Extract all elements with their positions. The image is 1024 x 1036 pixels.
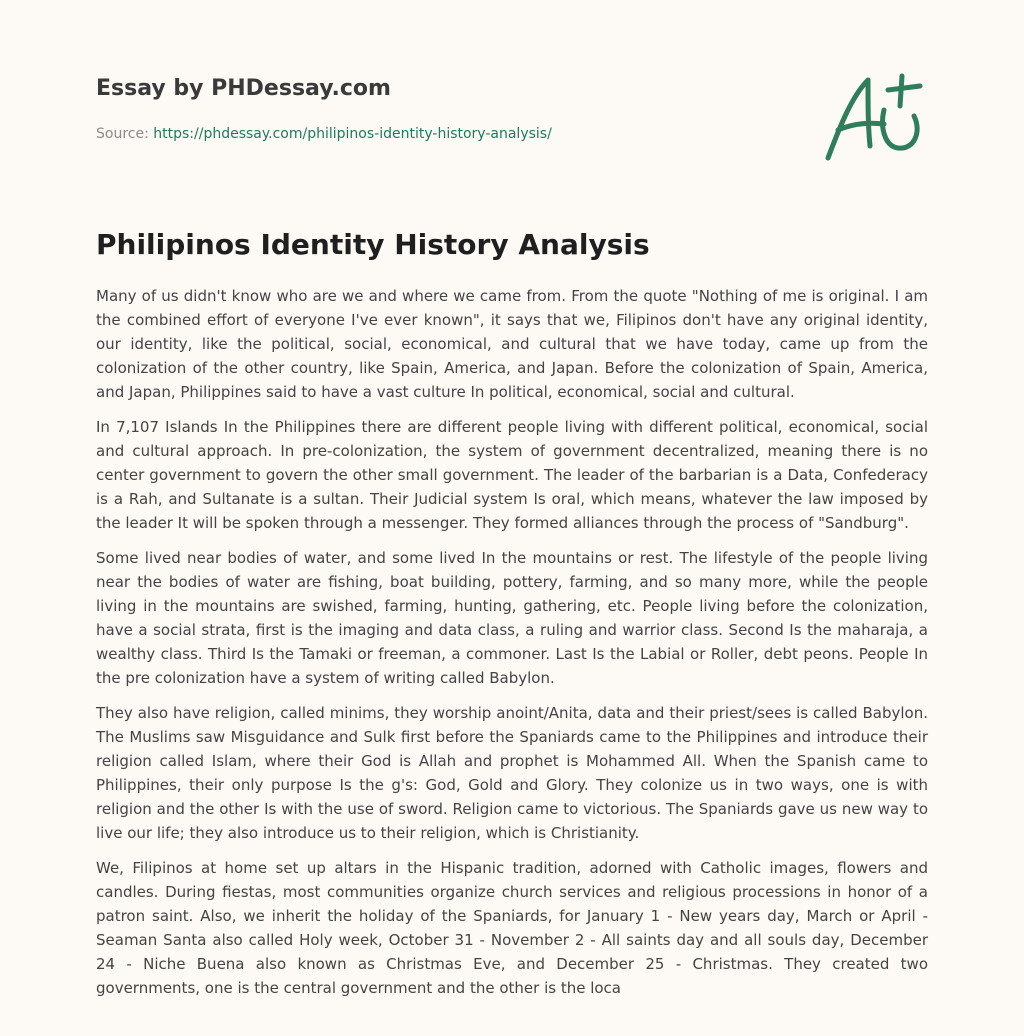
source-link[interactable]: https://phdessay.com/philipinos-identity-history-analysis/: [153, 126, 552, 142]
source-label: Source:: [96, 126, 154, 142]
a-plus-logo-icon: [818, 66, 930, 166]
article-title: Philipinos Identity History Analysis: [96, 228, 650, 261]
article-paragraph: Some lived near bodies of water, and some lived In the mountains or rest. The lifestyle of the people living near the bodies of water are fishing, boat building, pottery, farming, and so many more, while the people living in the mountains are swished, farming, hunting, gathering, etc. People living before the colonization, have a social strata, first is the imaging and data class, a ruling and warrior class. Second Is the maharaja, a wealthy class. Third Is the Tamaki or freeman, a commoner. Last Is the Labial or Roller, debt peons. People In the pre colonization have a system of writing called Babylon.: [96, 549, 928, 687]
article-paragraph: They also have religion, called minims, they worship anoint/Anita, data and their priest/sees is called Babylon. The Muslims saw Misguidance and Sulk first before the Spaniards came to the Philippines and introduce their religion called Islam, where their God is Allah and prophet is Mohammed All. When the Spanish came to Philippines, their only purpose Is the g's: God, Gold and Glory. They colonize us in two ways, one is with religion and the other Is with the use of sword. Religion came to victorious. The Spaniards gave us new way to live our life; they also introduce us to their religion, which is Christianity.: [96, 704, 928, 842]
source-line: [96, 124, 796, 144]
article-body: [96, 284, 928, 1011]
article-paragraph: In 7,107 Islands In the Philippines there are different people living with different political, economical, social and cultural approach. In pre-colonization, the system of government decentralized, meaning there is no center government to govern the other small government. The leader of the barbarian is a Data, Confederacy is a Rah, and Sultanate is a sultan. Their Judicial system Is oral, which means, whatever the law imposed by the leader It will be spoken through a messenger. They formed alliances through the process of "Sandburg".: [96, 418, 928, 532]
brand-title: Essay by PHDessay.com: [96, 76, 391, 101]
essay-header: [96, 74, 796, 144]
article-paragraph: Many of us didn't know who are we and where we came from. From the quote "Nothing of me is original. I am the combined effort of everyone I've ever known", it says that we, Filipinos don't have any original identity, our identity, like the political, social, economical, and cultural that we have today, came up from the colonization of the other country, like Spain, America, and Japan. Before the colonization of Spain, America, and Japan, Philippines said to have a vast culture In political, economical, social and cultural.: [96, 287, 928, 401]
article-paragraph: We, Filipinos at home set up altars in the Hispanic tradition, adorned with Catholic images, flowers and candles. During fiestas, most communities organize church services and religious processions in honor of a patron saint. Also, we inherit the holiday of the Spaniards, for January 1 - New years day, March or April - Seaman Santa also called Holy week, October 31 - November 2 - All saints day and all souls day, December 24 - Niche Buena also known as Christmas Eve, and December 25 - Christmas. They created two governments, one is the central government and the other is the loca: [96, 859, 928, 997]
